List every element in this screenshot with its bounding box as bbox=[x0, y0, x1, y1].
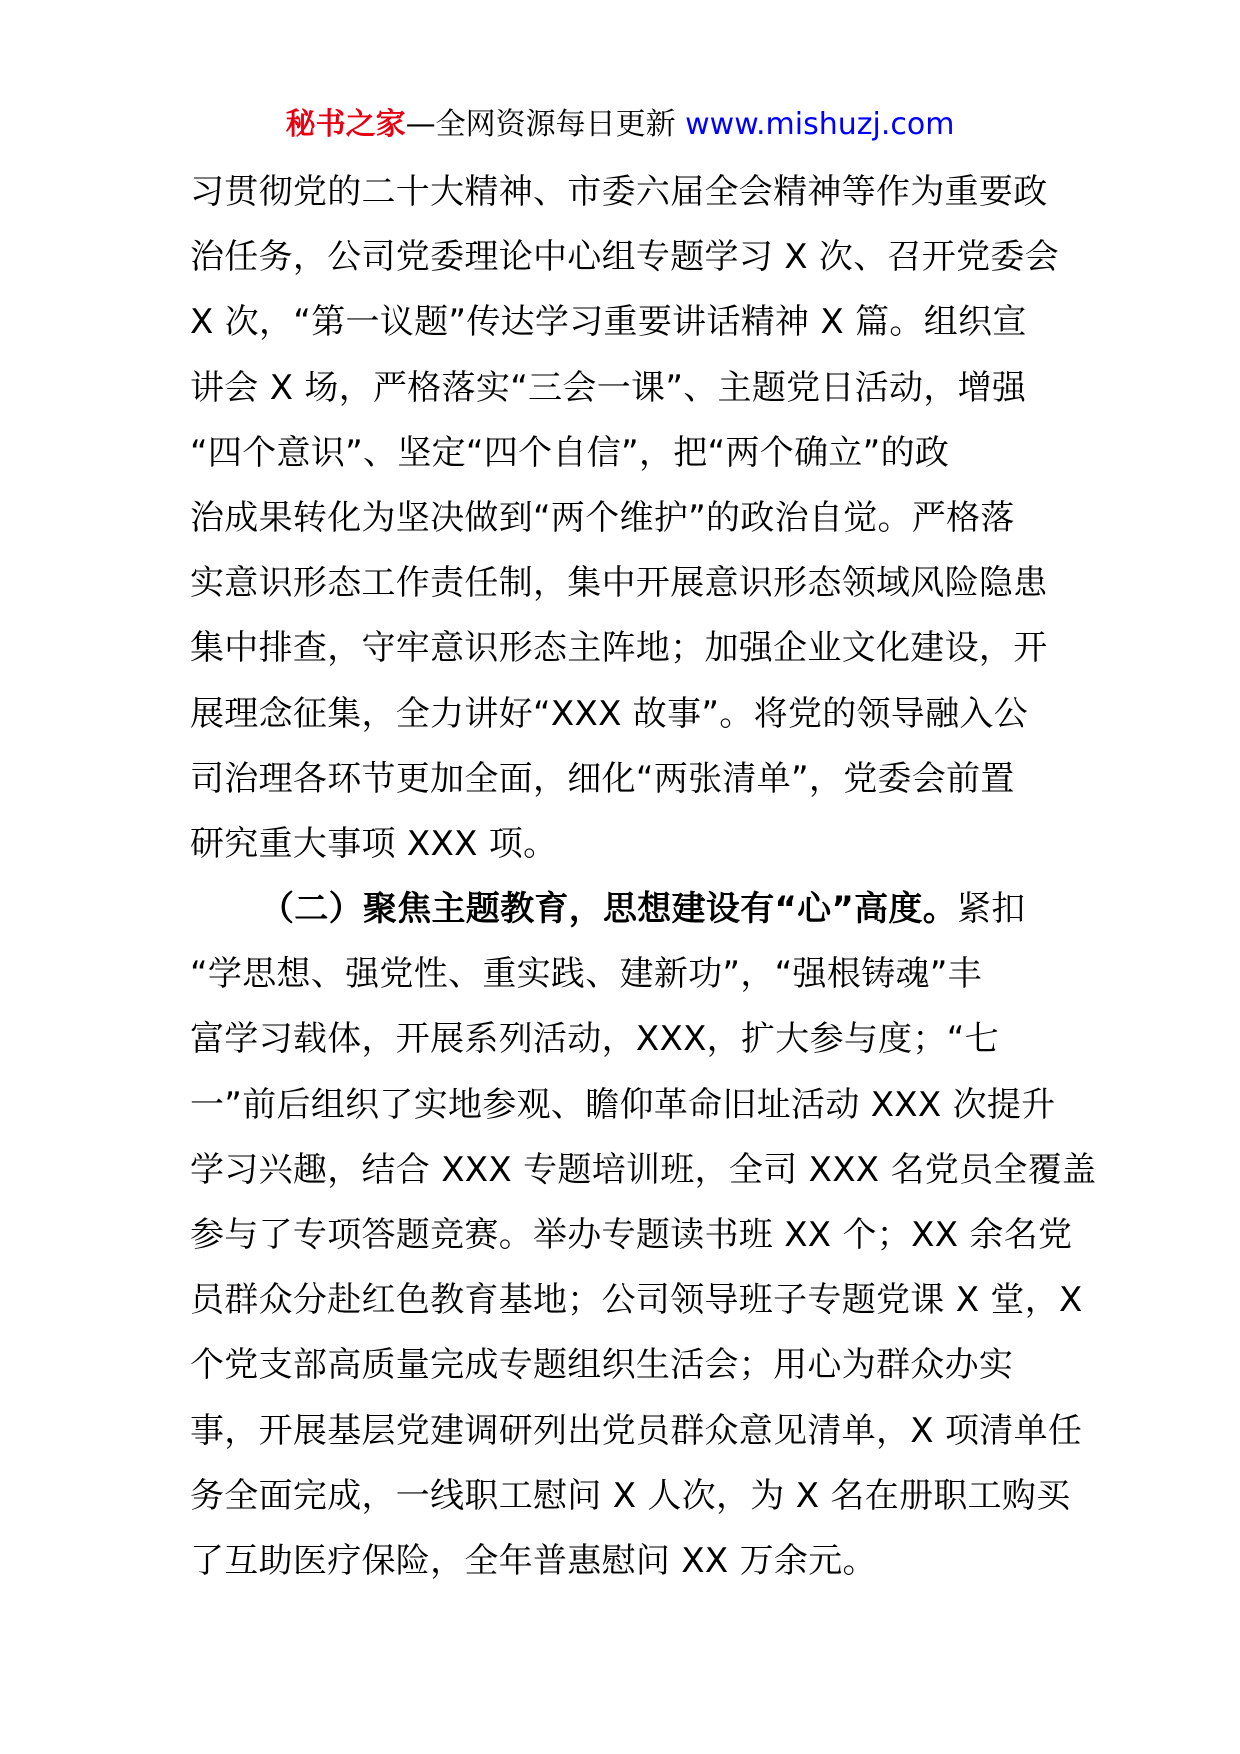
text-line: 务全面完成，一线职工慰问 X 人次，为 X 名在册职工购买 bbox=[190, 1475, 1071, 1516]
text-line: 员群众分赴红色教育基地；公司领导班子专题党课 X 堂，X bbox=[190, 1280, 1083, 1321]
text-line: X 次，“第一议题”传达学习重要讲话精神 X 篇。组织宣 bbox=[190, 302, 1027, 343]
text-line: 集中排查，守牢意识形态主阵地；加强企业文化建设，开 bbox=[190, 628, 1048, 669]
text-line: 实意识形态工作责任制，集中开展意识形态领域风险隐患 bbox=[190, 563, 1048, 604]
text-line: 学习兴趣，结合 XXX 专题培训班，全司 XXX 名党员全覆盖 bbox=[190, 1149, 1097, 1190]
text-line: 参与了专项答题竞赛。举办专题读书班 XX 个；XX 余名党 bbox=[190, 1215, 1073, 1255]
text-line: “学思想、强党性、重实践、建新功”，“强根铸魂”丰 bbox=[190, 954, 982, 995]
text-line: 富学习载体，开展系列活动，XXX，扩大参与度；“七 bbox=[190, 1019, 999, 1060]
section-heading-line bbox=[190, 877, 1070, 942]
section-heading: （二）聚焦主题教育，思想建设有“心”高度。 bbox=[260, 889, 957, 930]
text-line: 展理念征集，全力讲好“XXX 故事”。将党的领导融入公 bbox=[190, 693, 1029, 734]
text-line: 治任务，公司党委理论中心组专题学习 X 次、召开党委会 bbox=[190, 237, 1060, 278]
site-header bbox=[0, 103, 1240, 147]
text-line: 讲会 X 场，严格落实“三会一课”、主题党日活动，增强 bbox=[190, 367, 1027, 408]
text-line: 研究重大事项 XXX 项。 bbox=[190, 823, 558, 864]
brand-name: 秘书之家 bbox=[285, 107, 406, 142]
text-line: 个党支部高质量完成专题组织生活会；用心为群众办实 bbox=[190, 1345, 1014, 1386]
paragraph-1 bbox=[190, 160, 1070, 877]
site-url[interactable]: www.mishuzj.com bbox=[685, 107, 955, 142]
text-line: 治成果转化为坚决做到“两个维护”的政治自觉。严格落 bbox=[190, 497, 1015, 538]
text-line: “四个意识”、坚定“四个自信”，把“两个确立”的政 bbox=[190, 432, 950, 473]
text-line: 一”前后组织了实地参观、瞻仰革命旧址活动 XXX 次提升 bbox=[190, 1084, 1056, 1125]
paragraph-2 bbox=[190, 877, 1097, 1594]
text-line: 司治理各环节更加全面，细化“两张清单”，党委会前置 bbox=[190, 758, 1015, 799]
text-line: 了互助医疗保险，全年普惠慰问 XX 万余元。 bbox=[190, 1540, 877, 1581]
text-line: 事，开展基层党建调研列出党员群众意见清单，X 项清单任 bbox=[190, 1410, 1083, 1451]
document-body bbox=[190, 160, 1097, 1594]
header-tagline: —全网资源每日更新 bbox=[405, 107, 686, 142]
text-line: 习贯彻党的二十大精神、市委六届全会精神等作为重要政 bbox=[190, 172, 1048, 212]
heading-continuation: 紧扣 bbox=[957, 889, 1026, 930]
